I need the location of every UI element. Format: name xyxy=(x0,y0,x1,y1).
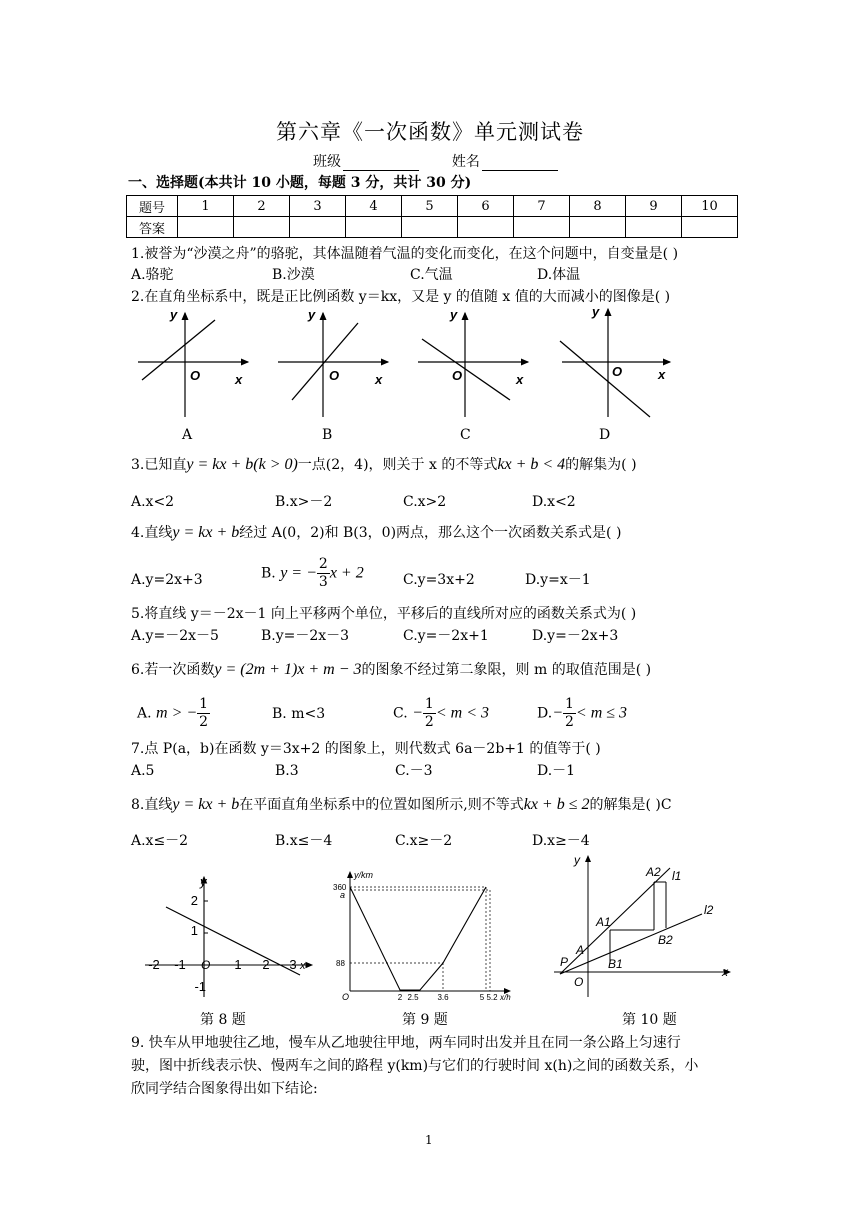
number-cell: 1 xyxy=(178,196,234,217)
q2-option-d: D xyxy=(599,427,611,443)
q8-option-b: B.x≤－4 xyxy=(275,833,333,849)
page-number: 1 xyxy=(425,1133,433,1147)
fig9-x-tick: 2.5 xyxy=(407,993,419,1002)
section-heading: 一、选择题(本共计 10 小题，每题 3 分，共计 30 分) xyxy=(128,175,472,191)
q5-option-a: A.y=－2x－5 xyxy=(131,628,219,644)
fig10-label-l1: l1 xyxy=(672,869,682,883)
q7-stem: 7.点 P(a，b)在函数 y＝3x+2 的图象上，则代数式 6a－2b+1 的值等于( ) xyxy=(131,741,601,757)
answer-cell[interactable] xyxy=(178,217,234,238)
number-cell: 4 xyxy=(346,196,402,217)
fraction-denominator: 2 xyxy=(564,714,574,730)
fraction-numerator: 1 xyxy=(199,696,209,712)
q3-formula: y = kx + b(k > 0) xyxy=(186,456,298,473)
fig9-x-label: x/h xyxy=(500,993,511,1002)
graph-d-y-label: y xyxy=(592,305,600,319)
fig8-x-tick: 1 xyxy=(234,957,242,972)
name-label: 姓名 xyxy=(451,154,480,170)
q7-option-b: B.3 xyxy=(275,763,299,779)
q7-option-a: A.5 xyxy=(131,763,155,779)
fig8-y-label: y xyxy=(200,874,207,889)
answer-cell[interactable] xyxy=(682,217,738,238)
q3-option-a: A.x<2 xyxy=(131,494,175,510)
answer-table-row xyxy=(127,196,738,217)
fig9-y-tick: 360 xyxy=(333,883,347,892)
figure-10 xyxy=(552,852,737,1002)
fig9-caption: 第 9 题 xyxy=(402,1012,448,1028)
graph-c-y-label: y xyxy=(450,307,458,322)
q9-line-2: 驶，图中折线表示快、慢两车之间的路程 y(km)与它们的行驶时间 x(h)之间的函数关系，小 xyxy=(131,1058,699,1074)
answer-cell[interactable] xyxy=(514,217,570,238)
q8-post: 的解集是( )C xyxy=(589,797,672,813)
page-title: 第六章《一次函数》单元测试卷 xyxy=(276,120,584,144)
q4-option-b-lhs: y = − xyxy=(280,564,317,582)
figure-8 xyxy=(140,872,315,1002)
q1-option-a: A.骆驼 xyxy=(131,267,174,283)
class-blank xyxy=(343,156,419,171)
number-cell: 6 xyxy=(458,196,514,217)
q8-option-d: D.x≥－4 xyxy=(532,833,590,849)
q3-mid: 一点(2，4)，则关于 x 的不等式 xyxy=(297,457,498,473)
fig10-label-a: A xyxy=(576,943,585,957)
graph-a xyxy=(138,307,248,417)
graph-a-y-label: y xyxy=(170,307,178,322)
class-name-line xyxy=(313,153,558,171)
answer-table-row xyxy=(127,217,738,238)
answer-cell[interactable] xyxy=(570,217,626,238)
q3-stem xyxy=(131,456,637,474)
fig8-x-tick: -2 xyxy=(148,957,160,972)
q2-option-c: C xyxy=(460,427,471,443)
fraction-numerator: 2 xyxy=(318,556,328,572)
q4-option-b-label: B. xyxy=(261,565,276,582)
q3-option-b: B.x>－2 xyxy=(275,494,333,510)
fig8-origin: O xyxy=(201,958,211,972)
q6-option-d xyxy=(537,696,627,731)
number-header: 题号 xyxy=(127,196,178,217)
q6-option-a xyxy=(137,696,210,731)
number-cell: 8 xyxy=(570,196,626,217)
fraction-denominator: 2 xyxy=(199,714,209,730)
q6-post: 的图象不经过第二象限，则 m 的取值范围是( ) xyxy=(361,662,652,678)
fig9-x-tick: 2 xyxy=(397,993,403,1002)
q6-option-d-rhs: < m ≤ 3 xyxy=(575,704,628,722)
q3-pre: 3.已知直 xyxy=(131,457,187,473)
graph-b-origin: O xyxy=(329,368,340,383)
q6-option-d-lhs: − xyxy=(552,704,563,722)
q6-option-a-lhs: m > − xyxy=(156,704,198,722)
fig9-x-tick: 5.2 xyxy=(486,993,498,1002)
fig8-y-tick: 2 xyxy=(190,893,198,908)
graph-b-x-label: x xyxy=(375,372,383,387)
number-cell: 10 xyxy=(682,196,738,217)
q2-stem: 2.在直角坐标系中，既是正比例函数 y＝kx，又是 y 的值随 x 值的大而减小的图像是( ) xyxy=(131,289,671,305)
graph-b-y-label: y xyxy=(308,307,316,322)
q4-option-b-rhs: x + 2 xyxy=(329,564,364,582)
q4-pre: 4.直线 xyxy=(131,525,173,541)
number-cell: 3 xyxy=(290,196,346,217)
fig10-x-label: x xyxy=(722,965,728,979)
fig9-y-tick: a xyxy=(340,890,346,900)
number-cell: 2 xyxy=(234,196,290,217)
fig10-label-b2: B2 xyxy=(658,933,673,947)
q4-option-a: A.y=2x+3 xyxy=(131,572,203,588)
q4-option-c: C.y=3x+2 xyxy=(403,572,475,588)
q6-option-a-label: A. xyxy=(137,705,152,722)
q8-formula: y = kx + b xyxy=(172,796,240,813)
graph-d xyxy=(560,305,670,417)
answer-cell[interactable] xyxy=(234,217,290,238)
number-cell: 9 xyxy=(626,196,682,217)
answer-cell[interactable] xyxy=(458,217,514,238)
fig10-label-a1: A1 xyxy=(596,915,611,929)
fig10-y-label: y xyxy=(574,853,580,867)
fig9-y-label: y/km xyxy=(354,870,373,880)
q9-line-3: 欣同学结合图象得出如下结论: xyxy=(131,1081,318,1097)
fig10-label-l2: l2 xyxy=(704,903,714,917)
graph-c-origin: O xyxy=(452,368,463,383)
fig10-caption: 第 10 题 xyxy=(622,1012,677,1028)
q7-option-c: C.－3 xyxy=(395,763,433,779)
q6-option-c-fraction xyxy=(423,696,436,731)
answer-cell[interactable] xyxy=(402,217,458,238)
fig8-x-label: x xyxy=(300,960,306,972)
q3-option-d: D.x<2 xyxy=(532,494,576,510)
graph-a-x-label: x xyxy=(235,372,243,387)
fig9-x-tick: 5 xyxy=(479,993,485,1002)
q6-pre: 6.若一次函数 xyxy=(131,662,215,678)
q4-formula: y = kx + b xyxy=(172,524,240,541)
fraction-denominator: 3 xyxy=(318,574,328,590)
fig10-label-p: P xyxy=(560,955,569,969)
answer-cell[interactable] xyxy=(290,217,346,238)
fig8-y-tick: -1 xyxy=(194,979,206,994)
q8-pre: 8.直线 xyxy=(131,797,173,813)
q3-post: 的解集为( ) xyxy=(565,457,637,473)
name-blank xyxy=(482,156,558,171)
graph-a-origin: O xyxy=(190,368,201,383)
q5-stem: 5.将直线 y＝－2x－1 向上平移两个单位，平移后的直线所对应的函数关系式为( ) xyxy=(131,606,637,622)
q6-option-c-label: C. xyxy=(393,705,408,722)
q1-option-d: D.体温 xyxy=(537,267,581,283)
q6-option-d-fraction xyxy=(563,696,576,731)
q2-graphs xyxy=(130,305,690,425)
q4-option-b xyxy=(261,556,364,591)
q6-option-c-rhs: < m < 3 xyxy=(435,704,489,722)
fig10-label-b1: B1 xyxy=(608,957,623,971)
q6-option-b: B. m<3 xyxy=(272,706,326,722)
q6-option-d-label: D. xyxy=(537,705,553,722)
q7-option-d: D.－1 xyxy=(537,763,576,779)
fig9-x-tick: 3.6 xyxy=(437,993,449,1002)
graph-c xyxy=(418,307,528,417)
q6-option-a-fraction xyxy=(197,696,210,731)
q1-option-b: B.沙漠 xyxy=(272,267,315,283)
q6-option-c xyxy=(393,696,489,731)
graph-d-x-label: x xyxy=(658,367,666,382)
q8-option-c: C.x≥－2 xyxy=(395,833,453,849)
q8-stem xyxy=(131,796,672,814)
q5-option-c: C.y=－2x+1 xyxy=(403,628,489,644)
fig8-x-tick: -1 xyxy=(174,957,186,972)
fig10-label-a2: A2 xyxy=(646,865,661,879)
graph-c-x-label: x xyxy=(516,372,524,387)
q4-option-b-fraction xyxy=(317,556,330,591)
q1-stem: 1.被誉为“沙漠之舟”的骆驼，其体温随着气温的变化而变化，在这个问题中，自变量是( ) xyxy=(131,246,679,262)
q4-option-d: D.y=x－1 xyxy=(525,572,591,588)
fig8-caption: 第 8 题 xyxy=(200,1012,246,1028)
q8-option-a: A.x≤－2 xyxy=(131,833,189,849)
q1-option-c: C.气温 xyxy=(410,267,453,283)
q6-formula: y = (2m + 1)x + m − 3 xyxy=(214,661,362,678)
answer-cell[interactable] xyxy=(346,217,402,238)
fig9-origin: O xyxy=(342,992,350,1002)
q8-inequality: kx + b ≤ 2 xyxy=(523,796,590,813)
q6-stem xyxy=(131,661,651,679)
fig9-y-tick: 88 xyxy=(336,959,345,968)
q8-mid: 在平面直角坐标系中的位置如图所示,则不等式 xyxy=(239,797,524,813)
q2-option-b: B xyxy=(322,427,333,443)
q9-line-1: 9. 快车从甲地驶往乙地，慢车从乙地驶往甲地，两车同时出发并且在同一条公路上匀速行 xyxy=(131,1035,681,1051)
fig8-x-tick: 2 xyxy=(262,957,270,972)
figure-9 xyxy=(330,866,515,1006)
fig8-x-tick: 3 xyxy=(289,957,297,972)
q5-option-b: B.y=－2x－3 xyxy=(261,628,350,644)
answer-header: 答案 xyxy=(127,217,178,238)
fraction-denominator: 2 xyxy=(424,714,434,730)
class-label: 班级 xyxy=(313,154,341,170)
fig10-origin: O xyxy=(574,975,584,989)
answer-table xyxy=(126,195,738,238)
fraction-numerator: 1 xyxy=(564,696,574,712)
q5-option-d: D.y=－2x+3 xyxy=(532,628,619,644)
graph-b xyxy=(278,307,388,417)
number-cell: 5 xyxy=(402,196,458,217)
q3-option-c: C.x>2 xyxy=(403,494,447,510)
answer-cell[interactable] xyxy=(626,217,682,238)
q4-stem xyxy=(131,524,621,542)
q6-option-c-lhs: − xyxy=(412,704,423,722)
q2-option-a: A xyxy=(182,427,193,443)
graph-d-origin: O xyxy=(612,364,623,379)
fig8-y-tick: 1 xyxy=(190,923,198,938)
fraction-numerator: 1 xyxy=(424,696,434,712)
q4-post: 经过 A(0，2)和 B(3，0)两点，那么这个一次函数关系式是( ) xyxy=(239,525,622,541)
q3-inequality: kx + b < 4 xyxy=(497,456,566,473)
number-cell: 7 xyxy=(514,196,570,217)
